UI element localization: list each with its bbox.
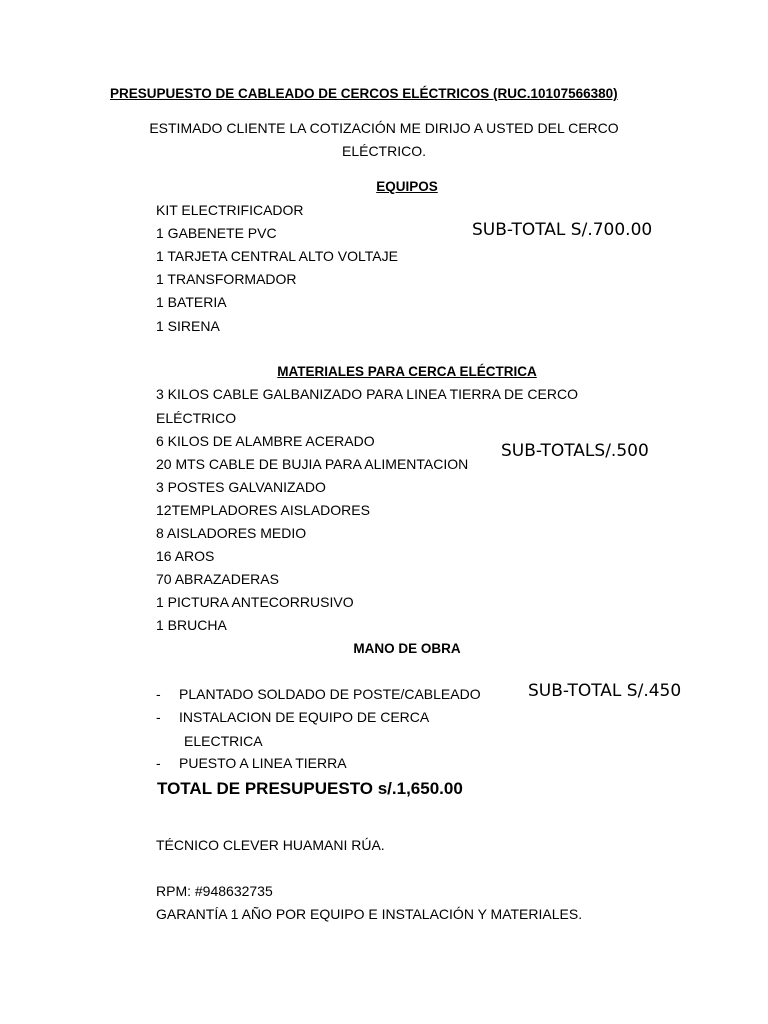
tecnico-name: TÉCNICO CLEVER HUAMANI RÚA. [156, 837, 385, 853]
list-dash: - [156, 686, 161, 702]
equipos-item: 1 TRANSFORMADOR [156, 271, 297, 287]
materiales-item: 1 PICTURA ANTECORRUSIVO [156, 594, 354, 610]
garantia-text: GARANTÍA 1 AÑO POR EQUIPO E INSTALACIÓN Y MATERIALES. [156, 906, 583, 922]
equipos-subtotal: SUB-TOTAL S/.700.00 [472, 220, 653, 240]
mano-obra-item: ELECTRICA [184, 733, 263, 749]
equipos-item: 1 TARJETA CENTRAL ALTO VOLTAJE [156, 248, 398, 264]
document-title: PRESUPUESTO DE CABLEADO DE CERCOS ELÉCTRICOS (RUC.10107566380) [110, 86, 618, 101]
mano-obra-subtotal: SUB-TOTAL S/.450 [528, 681, 682, 701]
materiales-subtotal: SUB-TOTALS/.500 [501, 441, 649, 461]
mano-obra-item: INSTALACION DE EQUIPO DE CERCA [179, 709, 430, 725]
mano-obra-item: PLANTADO SOLDADO DE POSTE/CABLEADO [179, 686, 481, 702]
equipos-heading: EQUIPOS [376, 179, 438, 194]
total-presupuesto: TOTAL DE PRESUPUESTO s/.1,650.00 [157, 779, 463, 798]
materiales-item: 3 POSTES GALVANIZADO [156, 479, 326, 495]
mano-obra-item: PUESTO A LINEA TIERRA [179, 755, 347, 771]
materiales-heading: MATERIALES PARA CERCA ELÉCTRICA [277, 364, 537, 379]
list-dash: - [156, 755, 161, 771]
materiales-item: 16 AROS [156, 548, 215, 564]
materiales-item: ELÉCTRICO [156, 410, 237, 426]
equipos-item: 1 SIRENA [156, 318, 220, 334]
intro-line-2: ELÉCTRICO. [341, 143, 426, 159]
materiales-item: 6 KILOS DE ALAMBRE ACERADO [156, 433, 375, 449]
materiales-item: 20 MTS CABLE DE BUJIA PARA ALIMENTACION [156, 456, 469, 472]
list-dash: - [156, 709, 161, 725]
rpm-number: RPM: #948632735 [156, 883, 273, 899]
materiales-item: 1 BRUCHA [156, 617, 227, 633]
materiales-item: 70 ABRAZADERAS [156, 571, 279, 587]
mano-obra-heading: MANO DE OBRA [353, 641, 461, 656]
materiales-item: 8 AISLADORES MEDIO [156, 525, 307, 541]
intro-line-1: ESTIMADO CLIENTE LA COTIZACIÓN ME DIRIJO A USTED DEL CERCO [149, 120, 619, 136]
equipos-item: 1 BATERIA [156, 294, 227, 310]
materiales-item: 3 KILOS CABLE GALBANIZADO PARA LINEA TIERRA DE CERCO [156, 386, 578, 402]
equipos-item: KIT ELECTRIFICADOR [156, 202, 304, 218]
materiales-item: 12TEMPLADORES AISLADORES [156, 502, 370, 518]
equipos-item: 1 GABENETE PVC [156, 225, 277, 241]
